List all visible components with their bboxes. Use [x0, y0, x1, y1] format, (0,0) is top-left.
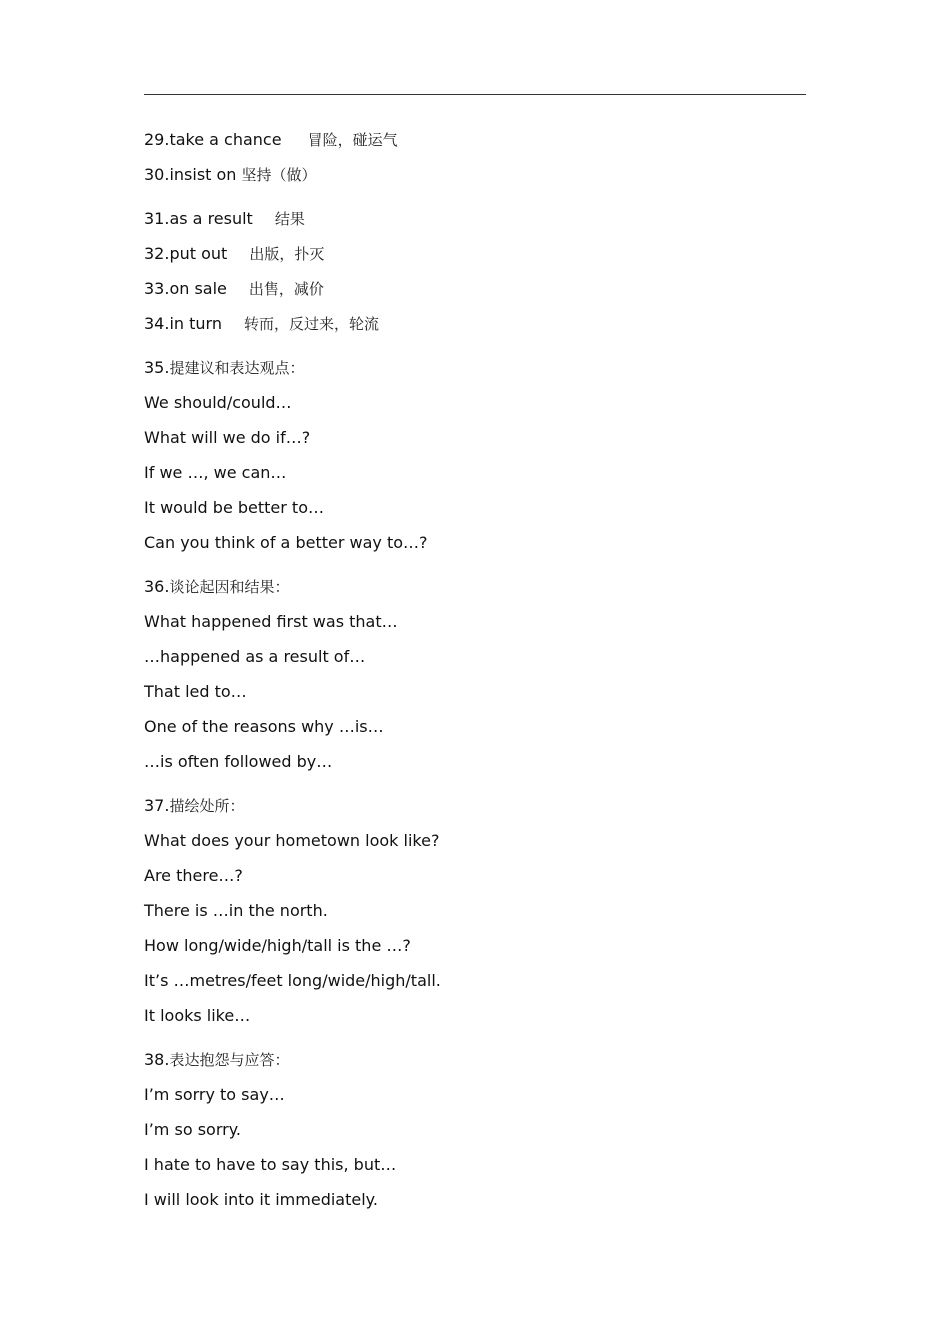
- section-number: 35.: [144, 358, 170, 377]
- phrase-english: 29.take a chance: [144, 130, 282, 149]
- phrase-29: [144, 122, 806, 157]
- expression-line: I’m sorry to say…: [144, 1085, 285, 1104]
- expression-line: I’m so sorry.: [144, 1120, 241, 1139]
- phrase-english: 32.put out: [144, 244, 228, 263]
- header-rule: [144, 94, 806, 95]
- phrase-32: [144, 236, 806, 271]
- expression-line: I hate to have to say this, but…: [144, 1155, 397, 1174]
- expression-line: What does your hometown look like?: [144, 831, 440, 850]
- expression-line: What will we do if…?: [144, 428, 311, 447]
- expression-line: Can you think of a better way to…?: [144, 533, 428, 552]
- section-title: 谈论起因和结果：: [169, 578, 290, 596]
- section-heading-36: [144, 569, 806, 604]
- expression-line: How long/wide/high/tall is the …?: [144, 936, 411, 955]
- expression-line: I will look into it immediately.: [144, 1190, 378, 1209]
- phrase-31: [144, 201, 806, 236]
- section-number: 36.: [144, 577, 170, 596]
- expression-line: …happened as a result of…: [144, 647, 366, 666]
- expression-line: That led to…: [144, 682, 247, 701]
- expression-line: If we …, we can…: [144, 463, 287, 482]
- section-number: 38.: [144, 1050, 170, 1069]
- document-body: [144, 122, 806, 1217]
- section-heading-35: [144, 350, 806, 385]
- expression-line: There is …in the north.: [144, 901, 328, 920]
- section-title: 描绘处所：: [169, 797, 245, 815]
- phrase-chinese: 出版，扑灭: [249, 245, 325, 263]
- phrase-33: [144, 271, 806, 306]
- section-heading-37: [144, 788, 806, 823]
- section-title: 提建议和表达观点：: [169, 359, 305, 377]
- section-number: 37.: [144, 796, 170, 815]
- expression-line: …is often followed by…: [144, 752, 333, 771]
- expression-line: One of the reasons why …is…: [144, 717, 384, 736]
- phrase-chinese: 冒险，碰运气: [307, 131, 398, 149]
- expression-line: What happened first was that…: [144, 612, 398, 631]
- expression-line: It’s …metres/feet long/wide/high/tall.: [144, 971, 441, 990]
- phrase-chinese: 转而，反过来，轮流: [243, 315, 379, 333]
- expression-line: It would be better to…: [144, 498, 324, 517]
- phrase-english: 30.insist on: [144, 165, 237, 184]
- phrase-chinese: 坚持（做）: [241, 166, 317, 184]
- phrase-34: [144, 306, 806, 341]
- phrase-chinese: 结果: [274, 210, 305, 228]
- expression-line: It looks like…: [144, 1006, 251, 1025]
- phrase-english: 33.on sale: [144, 279, 227, 298]
- expression-line: We should/could…: [144, 393, 292, 412]
- phrase-30: [144, 157, 806, 192]
- phrase-chinese: 出售，减价: [248, 280, 324, 298]
- phrase-english: 31.as a result: [144, 209, 253, 228]
- section-title: 表达抱怨与应答：: [169, 1051, 290, 1069]
- phrase-english: 34.in turn: [144, 314, 222, 333]
- expression-line: Are there…?: [144, 866, 243, 885]
- section-heading-38: [144, 1042, 806, 1077]
